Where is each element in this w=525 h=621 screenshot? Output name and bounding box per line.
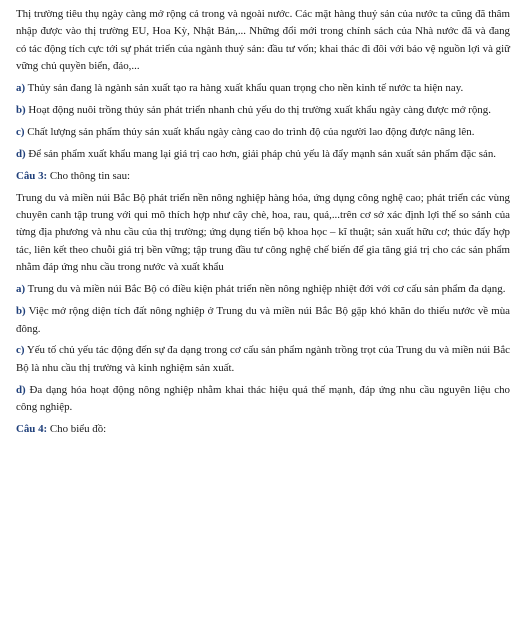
option-b [16,102,510,119]
option-letter: c) [16,344,25,357]
option-c [16,124,510,141]
q3-option-a [16,281,510,298]
q3-option-d [16,382,510,417]
question-3-heading [16,168,510,185]
option-text: Để sản phẩm xuất khẩu mang lại giá trị cao hơn, giải pháp chủ yếu là đẩy mạnh sản xuất sản phẩm đặc sản. [28,147,496,160]
question-label: Câu 3: [16,169,48,182]
option-text: Hoạt động nuôi trồng thủy sản phát triển nhanh chủ yếu do thị trường xuất khẩu ngày càng được mở rộng. [28,104,491,117]
option-text: Chất lượng sản phẩm thủy sản xuất khẩu ngày càng cao do trình độ của người lao động được nâng lên. [27,125,475,138]
question-3-passage: Trung du và miền núi Bắc Bộ phát triển nền nông nghiệp hàng hóa, ứng dụng công nghệ cao; phát triển các vùng chuyên canh tập trung với qui mô thích hợp như cây chè, hoa, rau, quả,...trên cơ sở xác định lợi thế so sánh của từng địa phương và nhu cầu của thị trường; ứng dụng tiến bộ khoa học – kĩ thuật; sản xuất hữu cơ; thúc đẩy hợp tác, liên kết theo chuỗi giá trị bền vững; tập trung đầu tư công nghệ chế biến để gia tăng giá trị cho các sản phẩm nhằm đáp ứng nhu cầu trong nước và xuất khẩu [16,191,510,274]
option-text: Việc mở rộng diện tích đất nông nghiệp ở Trung du và miền núi Bắc Bộ gặp khó khăn do thiếu nước về mùa đông. [16,305,510,335]
option-d [16,146,510,163]
option-text: Yếu tố chủ yếu tác động đến sự đa dạng trong cơ cấu sản phẩm ngành trồng trọt của Trung du và miền núi Bắc Bộ là nhu cầu thị trường và kinh nghiệm sản xuất. [16,344,510,374]
q3-option-b [16,303,510,338]
option-a [16,80,510,97]
option-text: Trung du và miền núi Bắc Bộ có điều kiện phát triển nền nông nghiệp nhiệt đới với cơ cấu sản phẩm đa dạng. [27,283,506,296]
question-prompt: Cho thông tin sau: [49,169,131,182]
option-text: Đa dạng hóa hoạt động nông nghiệp nhằm khai thác hiệu quả thế mạnh, đáp ứng nhu cầu nguyên liệu cho công nghiệp. [16,383,510,414]
document-page [16,6,510,443]
option-letter: c) [16,125,25,138]
q3-option-c [16,342,510,377]
option-letter: a) [16,283,26,296]
option-letter: d) [16,383,26,396]
option-letter: d) [16,147,26,160]
question-label: Câu 4: [16,423,48,436]
option-letter: b) [16,305,26,318]
option-text: Thủy sản đang là ngành sản xuất tạo ra hàng xuất khẩu quan trọng cho nền kinh tế nước ta hiện nay. [27,82,464,95]
question-4-heading [16,421,510,438]
option-letter: a) [16,82,26,95]
intro-paragraph: Thị trường tiêu thụ ngày càng mở rộng cả trong và ngoài nước. Các mặt hàng thuỷ sản của nước ta cũng đã thâm nhập được vào thị trường EU, Hoa Kỳ, Nhật Bản,... Những đổi mới trong chính sách của Nhà nước đã và đang có tác động tích cực tới sự phát triển của ngành thuỷ sản: đầu tư vốn; khai thác đi đôi với bảo vệ nguồn lợi và giữ vững chủ quyền biển, đảo,... [16,8,510,73]
question-prompt: Cho biểu đồ: [49,423,107,436]
option-letter: b) [16,104,26,117]
